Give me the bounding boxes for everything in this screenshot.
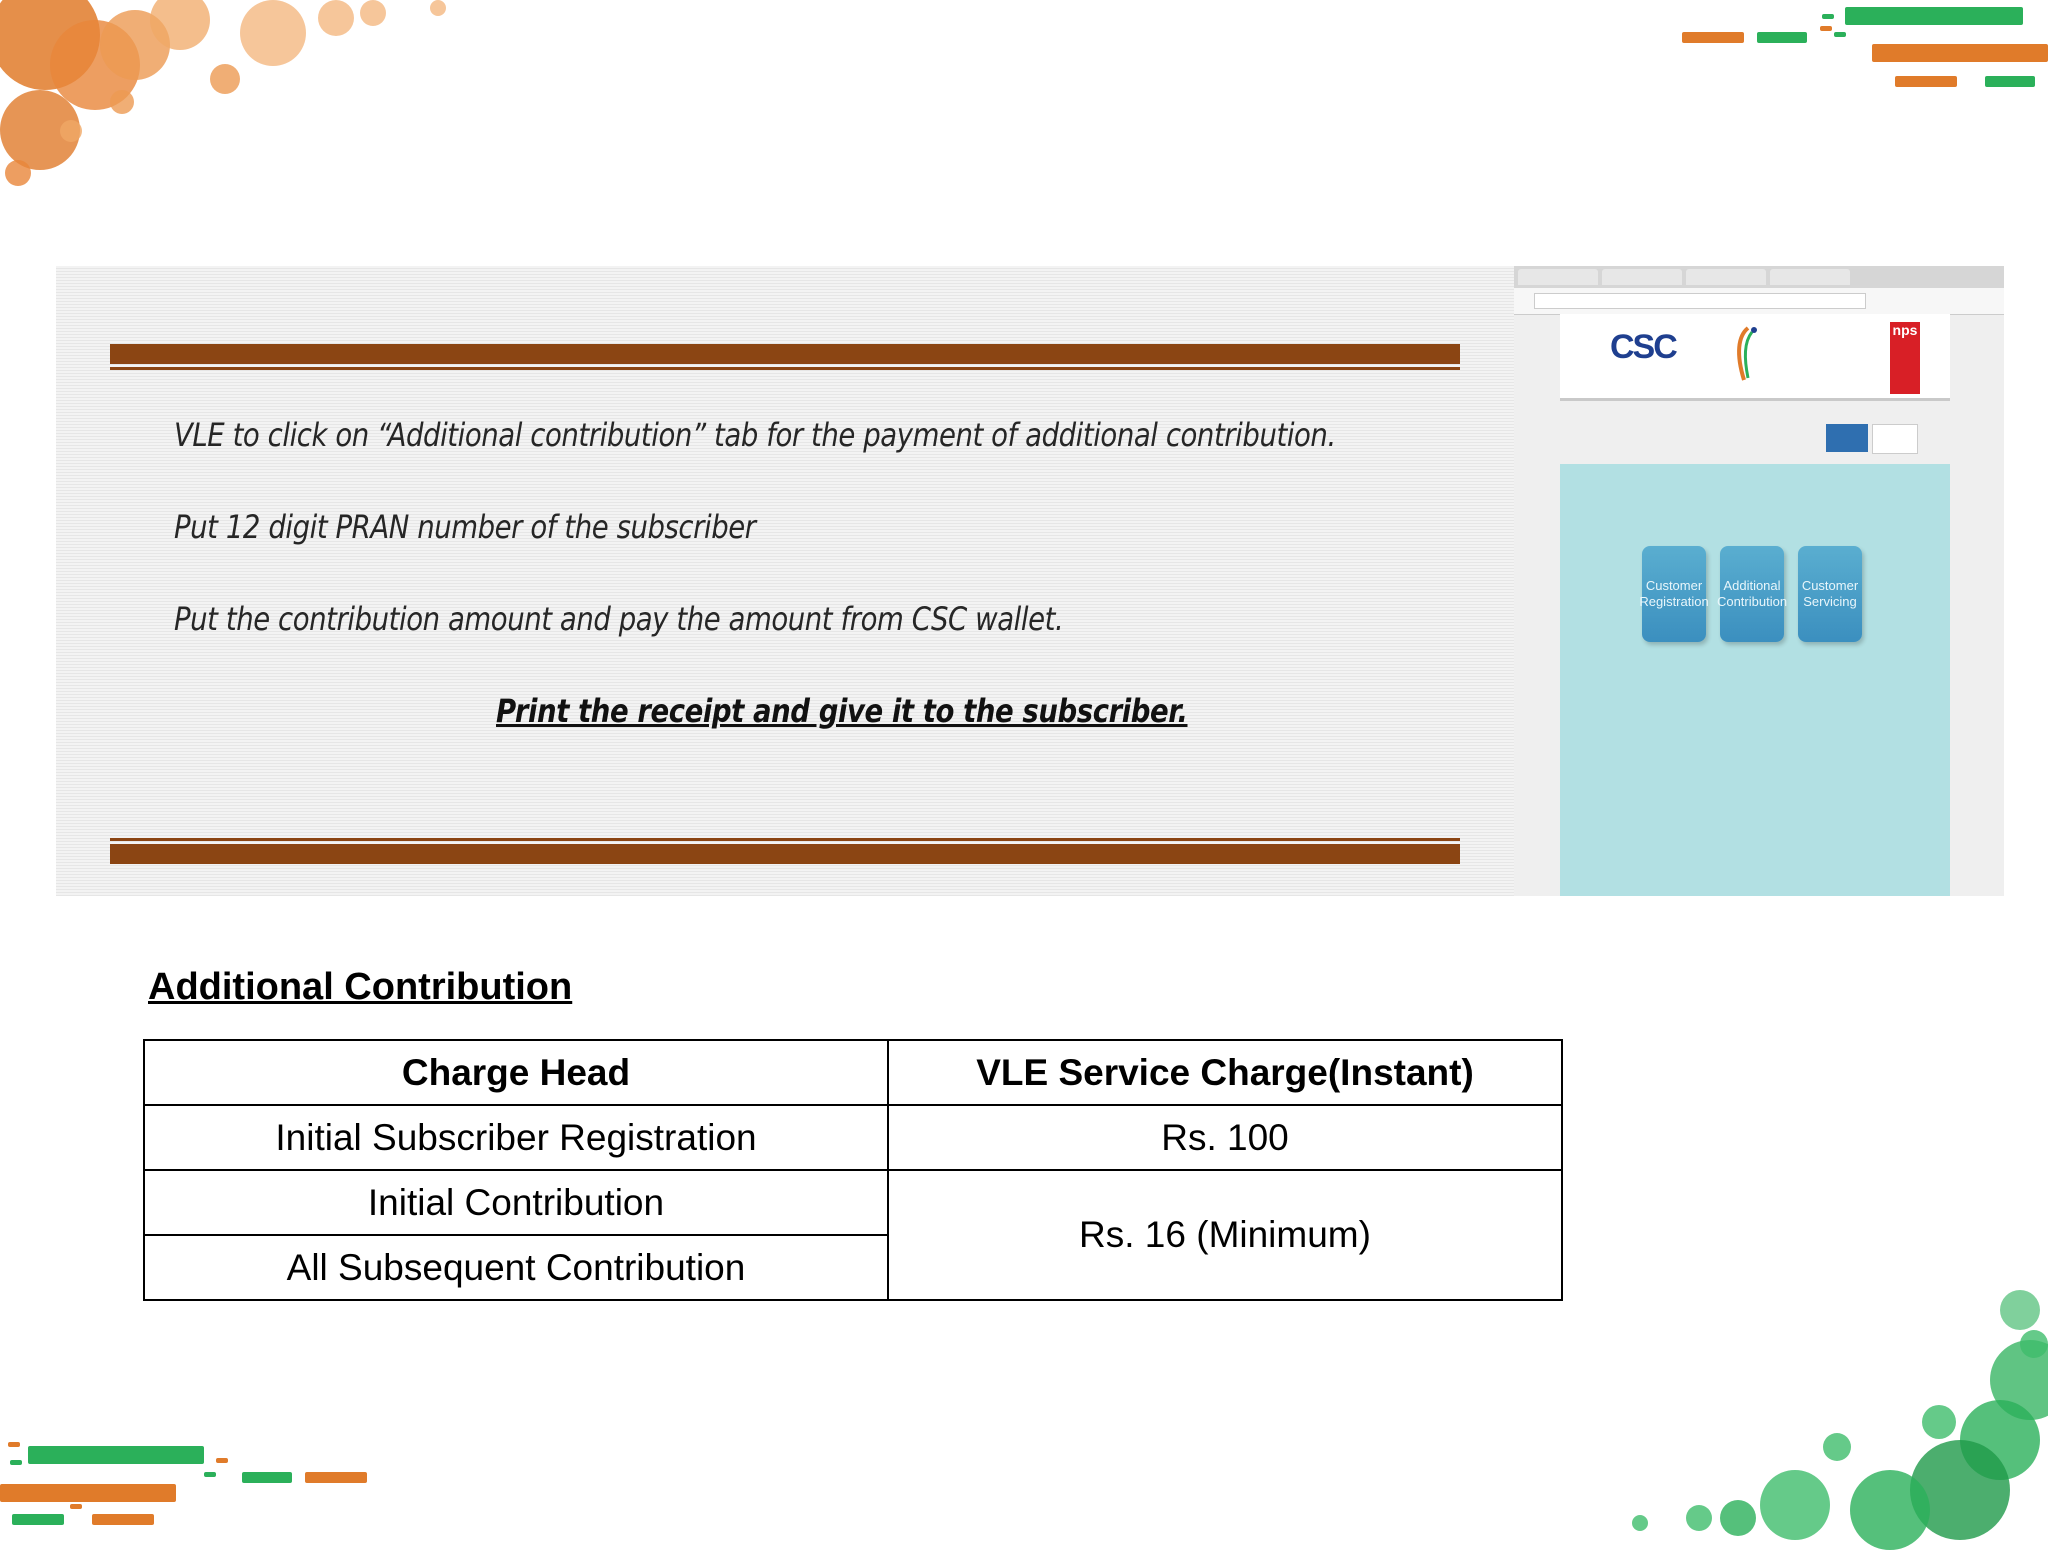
bottom-thin-line <box>110 838 1460 841</box>
column-header-service-charge: VLE Service Charge(Instant) <box>888 1040 1562 1105</box>
customer-registration-tile: Customer Registration <box>1642 546 1706 642</box>
additional-contribution-tile: Additional Contribution <box>1720 546 1784 642</box>
charge-head-cell: Initial Contribution <box>144 1170 888 1235</box>
digital-india-logo <box>1730 324 1760 384</box>
service-charge-cell: Rs. 16 (Minimum) <box>888 1170 1562 1300</box>
table-row <box>144 1105 1562 1170</box>
column-header-charge-head: Charge Head <box>144 1040 888 1105</box>
instruction-banner-image <box>56 266 2004 896</box>
portal-header <box>1560 314 1950 401</box>
nps-logo: nps <box>1890 322 1920 394</box>
portal-screenshot <box>1514 266 2004 896</box>
home-button <box>1826 424 1868 452</box>
charge-head-cell: Initial Subscriber Registration <box>144 1105 888 1170</box>
service-charge-cell: Rs. 100 <box>888 1105 1562 1170</box>
browser-address-bar <box>1514 288 2004 315</box>
bottom-brown-bar <box>110 844 1460 864</box>
customer-servicing-tile: Customer Servicing <box>1798 546 1862 642</box>
service-charge-table <box>143 1039 1563 1301</box>
table-row <box>144 1170 1562 1235</box>
logged-in-text <box>1560 434 1563 444</box>
instruction-step-3: Put the contribution amount and pay the amount from CSC wallet. <box>174 600 1064 638</box>
table-header-row <box>144 1040 1562 1105</box>
logout-button <box>1872 424 1918 454</box>
top-brown-bar <box>110 344 1460 364</box>
instruction-step-2: Put 12 digit PRAN number of the subscriber <box>174 508 756 546</box>
instruction-step-1: VLE to click on “Additional contribution” tab for the payment of additional contribution. <box>174 416 1336 454</box>
csc-logo: CSC <box>1610 328 1676 366</box>
portal-panel <box>1560 464 1950 896</box>
instruction-step-4: Print the receipt and give it to the subscriber. <box>496 692 1188 730</box>
section-title: Additional Contribution <box>148 966 573 1008</box>
charge-head-cell: All Subsequent Contribution <box>144 1235 888 1300</box>
browser-tab-strip <box>1514 266 2004 288</box>
top-thin-line <box>110 367 1460 370</box>
